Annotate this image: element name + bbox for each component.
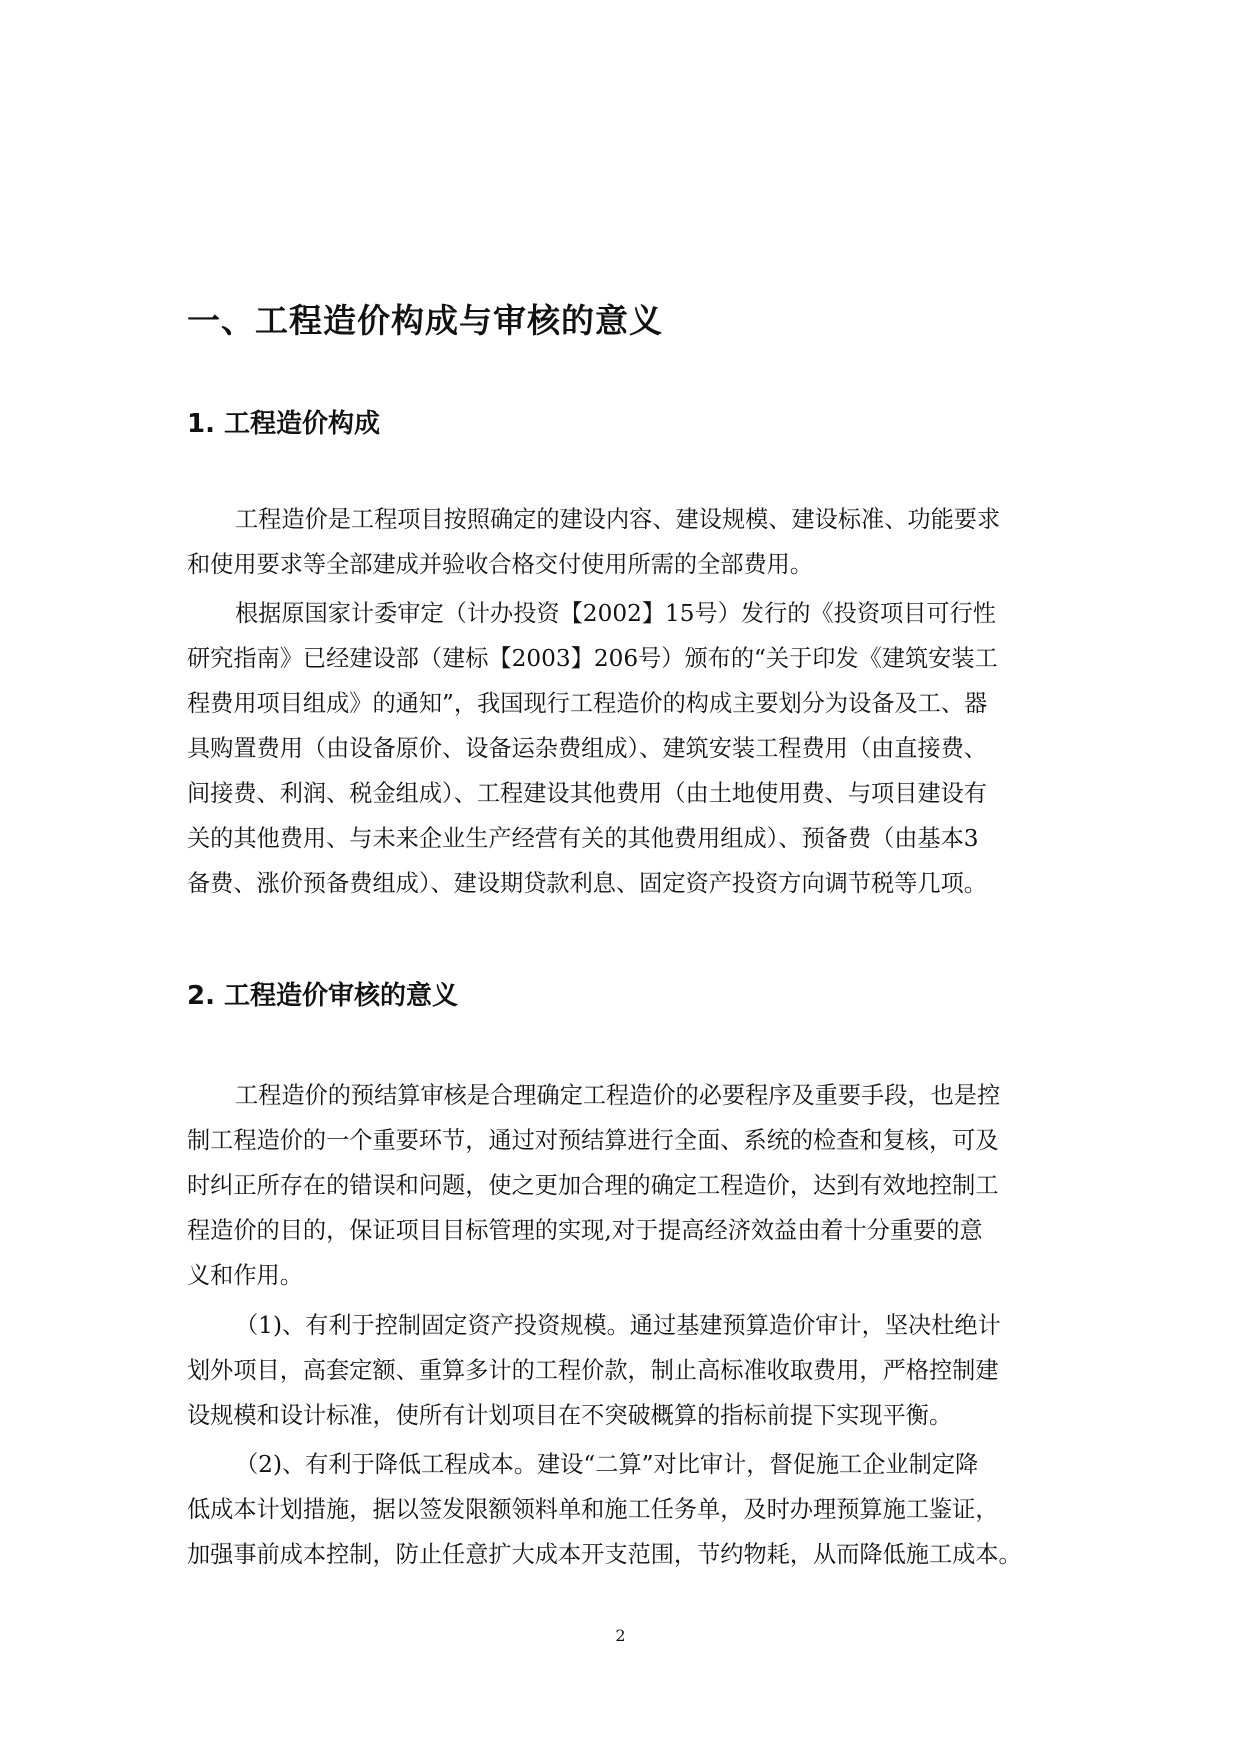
text-line: 义和作用。 [187, 1262, 303, 1289]
text-line: 程造价的目的，保证项目目标管理的实现,对于提高经济效益由着十分重要的意 [187, 1217, 983, 1244]
text-line: 设规模和设计标准，使所有计划项目在不突破概算的指标前提下实现平衡。 [187, 1402, 953, 1429]
text-line: 工程造价的预结算审核是合理确定工程造价的必要程序及重要手段，也是控 [235, 1082, 1001, 1109]
text-line: 备费、涨价预备费组成）、建设期贷款利息、固定资产投资方向调节税等几项。 [187, 870, 987, 897]
text-line: 根据原国家计委审定（计办投资【2002】15号）发行的《投资项目可行性 [235, 600, 996, 627]
section2-paragraph-1 [187, 1073, 1054, 1298]
text-line: （2)、有利于降低工程成本。建设“二算”对比审计，督促施工企业制定降 [235, 1451, 979, 1478]
section2-paragraph-2 [187, 1303, 1054, 1438]
text-line: 关的其他费用、与未来企业生产经营有关的其他费用组成）、预备费（由基本3 [187, 825, 979, 852]
text-line: 划外项目，高套定额、重算多计的工程价款，制止高标准收取费用，严格控制建 [187, 1357, 999, 1384]
text-line: 和使用要求等全部建成并验收合格交付使用所需的全部费用。 [187, 551, 814, 578]
section-heading-2: 2. 工程造价审核的意义 [187, 981, 459, 1011]
section1-paragraph-2 [187, 591, 1054, 906]
text-line: 时纠正所存在的错误和问题，使之更加合理的确定工程造价，达到有效地控制工 [187, 1172, 999, 1199]
section1-paragraph-1 [187, 497, 1054, 587]
page-number: 2 [615, 1626, 626, 1645]
section2-paragraph-3 [187, 1442, 1054, 1577]
text-line: 间接费、利润、税金组成）、工程建设其他费用（由土地使用费、与项目建设有 [187, 780, 987, 807]
text-line: 具购置费用（由设备原价、设备运杂费组成）、建筑安装工程费用（由直接费、 [187, 735, 987, 762]
text-line: 制工程造价的一个重要环节，通过对预结算进行全面、系统的检查和复核，可及 [187, 1127, 999, 1154]
text-line: 工程造价是工程项目按照确定的建设内容、建设规模、建设标准、功能要求 [235, 506, 1001, 533]
section-heading-1: 1. 工程造价构成 [187, 409, 381, 439]
text-line: 加强事前成本控制，防止任意扩大成本开支范围，节约物耗，从而降低施工成本。 [187, 1541, 1022, 1568]
text-line: 研究指南》已经建设部（建标【2003】206号）颁布的“关于印发《建筑安装工 [187, 645, 998, 672]
text-line: 程费用项目组成》的通知”，我国现行工程造价的构成主要划分为设备及工、器 [187, 690, 988, 717]
text-line: 低成本计划措施，据以签发限额领料单和施工任务单，及时办理预算施工鉴证， [187, 1496, 999, 1523]
chapter-heading: 一、工程造价构成与审核的意义 [187, 301, 663, 340]
text-line: （1)、有利于控制固定资产投资规模。通过基建预算造价审计，坚决杜绝计 [235, 1312, 1001, 1339]
